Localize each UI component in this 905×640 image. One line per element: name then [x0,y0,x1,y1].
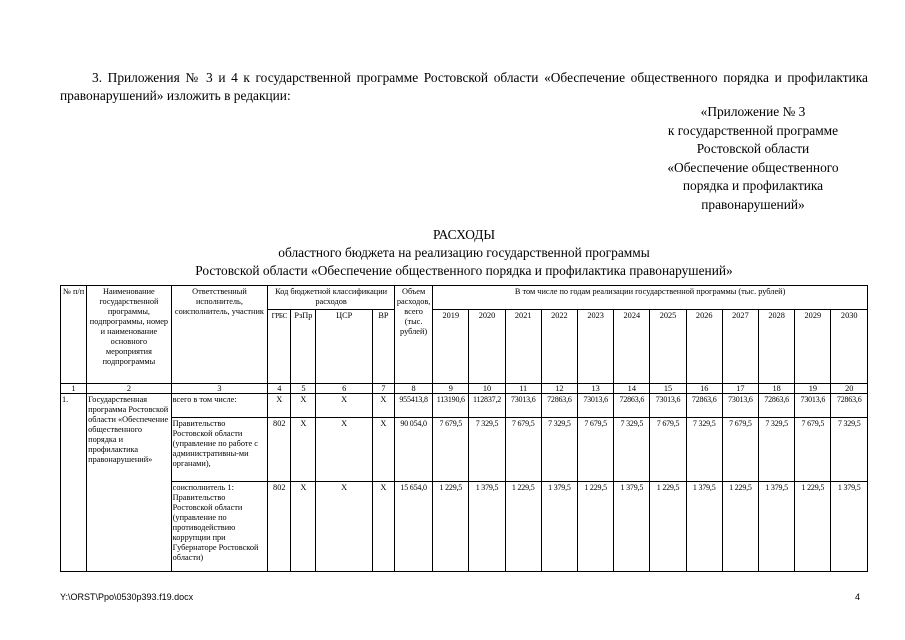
header-csr: ЦСР [316,310,372,384]
expenses-table [60,285,868,572]
header-year: 2022 [541,310,577,384]
column-number: 5 [291,384,316,394]
year-value: 72863,6 [759,394,795,418]
header-year: 2030 [831,310,868,384]
column-number: 10 [469,384,505,394]
column-number: 14 [614,384,650,394]
table-row [61,418,868,482]
title-line-2: областного бюджета на реализацию государственной программы [278,245,650,260]
header-year: 2021 [505,310,541,384]
header-year: 2024 [614,310,650,384]
header-grbs: ГРБС [268,310,291,384]
csr-cell: Х [316,482,372,572]
header-executor: Ответственный исполнитель, соисполнитель, участник [171,286,268,384]
appendix-line: порядка и профилактика [682,178,824,193]
column-number: 8 [394,384,432,394]
year-value: 7 329,5 [614,418,650,482]
column-number: 13 [578,384,614,394]
total-cell: 15 654,0 [394,482,432,572]
year-value: 7 329,5 [469,418,505,482]
header-year: 2020 [469,310,505,384]
column-number: 19 [795,384,831,394]
table-row [61,394,868,418]
year-value: 1 229,5 [722,482,758,572]
column-number: 12 [541,384,577,394]
year-value: 1 379,5 [614,482,650,572]
year-value: 1 379,5 [469,482,505,572]
header-years-group: В том числе по годам реализации государственной программы (тыс. рублей) [433,286,868,310]
header-year: 2028 [759,310,795,384]
column-number: 7 [372,384,394,394]
year-value: 7 329,5 [541,418,577,482]
header-year: 2029 [795,310,831,384]
appendix-line: «Приложение № 3 [700,104,806,119]
csr-cell: Х [316,394,372,418]
header-budget-code: Код бюджетной классификации расходов [268,286,395,310]
header-rzpr: РзПр [291,310,316,384]
column-number: 15 [650,384,686,394]
year-value: 73013,6 [795,394,831,418]
footer-file-path: Y:\ORST\Ppo\0530p393.f19.docx [60,592,194,602]
vr-cell: Х [372,394,394,418]
year-value: 73013,6 [650,394,686,418]
year-value: 7 329,5 [759,418,795,482]
appendix-line: «Обеспечение общественного [667,159,839,175]
total-cell: 90 054,0 [394,418,432,482]
year-value: 7 679,5 [650,418,686,482]
year-value: 73013,6 [578,394,614,418]
executor-cell: всего в том числе: [171,394,268,418]
year-value: 1 229,5 [505,482,541,572]
vr-cell: Х [372,418,394,482]
header-year: 2019 [433,310,469,384]
header-year: 2027 [722,310,758,384]
column-number: 18 [759,384,795,394]
year-value: 1 379,5 [831,482,868,572]
year-value: 1 379,5 [686,482,722,572]
column-number: 3 [171,384,268,394]
year-value: 1 229,5 [650,482,686,572]
intro-paragraph [60,69,868,105]
year-value: 1 229,5 [795,482,831,572]
year-value: 7 679,5 [722,418,758,482]
year-value: 112837,2 [469,394,505,418]
appendix-heading [640,103,866,214]
intro-paragraph-text: 3. Приложения № 3 и 4 к государственной программе Ростовской области «Обеспечение общественного порядка и профилактика правонарушений» изложить в редакции: [60,70,868,103]
year-value: 72863,6 [686,394,722,418]
year-value: 72863,6 [541,394,577,418]
year-value: 7 679,5 [505,418,541,482]
header-num: № п/п [61,286,87,384]
csr-cell: Х [316,418,372,482]
year-value: 1 229,5 [578,482,614,572]
column-number: 20 [831,384,868,394]
year-value: 1 379,5 [541,482,577,572]
column-number: 4 [268,384,291,394]
table-row [61,482,868,572]
rzpr-cell: Х [291,482,316,572]
executor-cell: Правительство Ростовской области (управление по работе с административны-ми органами), [171,418,268,482]
year-value: 7 329,5 [831,418,868,482]
total-cell: 95541З,8 [394,394,432,418]
header-year: 2025 [650,310,686,384]
column-number: 17 [722,384,758,394]
vr-cell: Х [372,482,394,572]
rzpr-cell: Х [291,418,316,482]
column-number: 6 [316,384,372,394]
title-line-1: РАСХОДЫ [432,227,496,242]
column-number: 2 [87,384,172,394]
executor-cell: соисполнитель 1: Правительство Ростовской области (управление по противодействию коррупции при Губернаторе Ростовской области) [171,482,268,572]
footer-page-number: 4 [855,592,861,602]
header-name: Наименование государственной программы, подпрограммы, номер и наименование основного мероприятия подпрограммы [87,286,172,384]
header-vr: ВР [372,310,394,384]
title-line-3: Ростовской области «Обеспечение общественного порядка и профилактика правонарушений» [195,263,733,278]
header-total: Объем расходов, всего (тыс. рублей) [394,286,432,384]
column-number: 16 [686,384,722,394]
row-number: 1. [61,394,87,572]
year-value: 7 679,5 [578,418,614,482]
grbs-cell: Х [268,394,291,418]
appendix-line: Ростовской области [696,141,810,156]
year-value: 72863,6 [614,394,650,418]
header-year: 2026 [686,310,722,384]
year-value: 113190,6 [433,394,469,418]
column-number-row [61,384,868,394]
grbs-cell: 802 [268,418,291,482]
year-value: 7 679,5 [433,418,469,482]
appendix-line: правонарушений» [701,196,805,212]
rzpr-cell: Х [291,394,316,418]
column-number: 1 [61,384,87,394]
column-number: 11 [505,384,541,394]
year-value: 1 229,5 [433,482,469,572]
document-title [60,226,868,280]
year-value: 7 329,5 [686,418,722,482]
year-value: 72863,6 [831,394,868,418]
program-name: Государственная программа Ростовской области «Обеспечение общественного порядка и профилактика правонарушений» [87,394,172,572]
year-value: 7 679,5 [795,418,831,482]
column-number: 9 [433,384,469,394]
year-value: 1 379,5 [759,482,795,572]
header-year: 2023 [578,310,614,384]
year-value: 73013,6 [722,394,758,418]
year-value: 73013,6 [505,394,541,418]
grbs-cell: 802 [268,482,291,572]
appendix-line: к государственной программе [667,122,839,138]
